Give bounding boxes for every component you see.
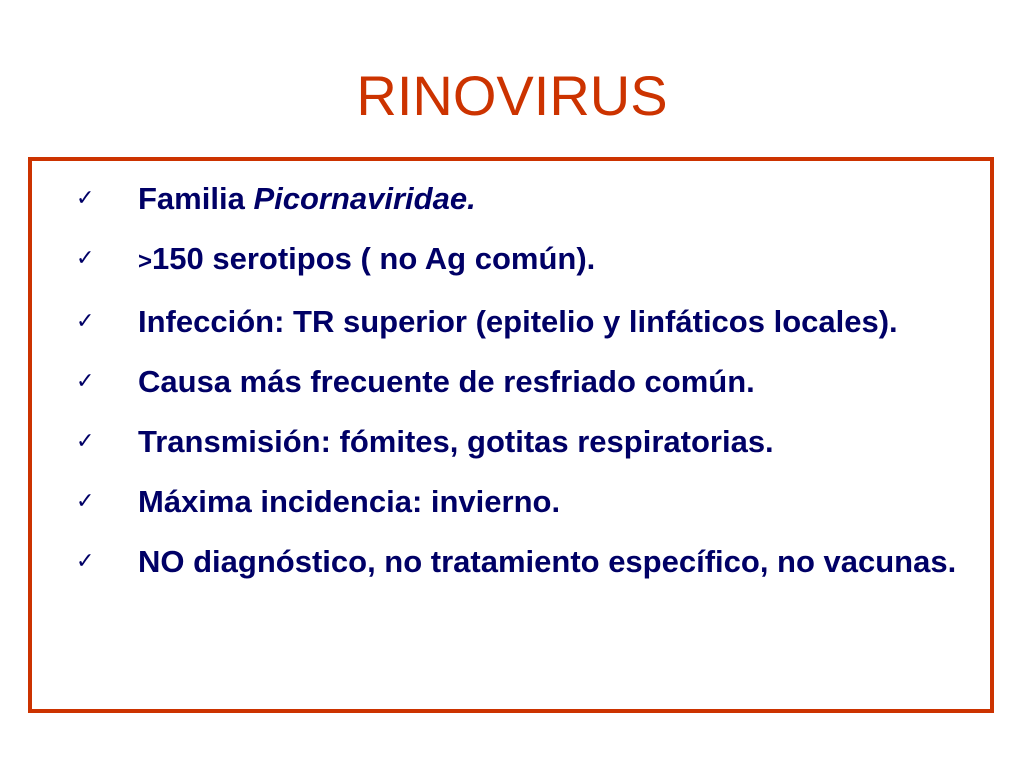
- bullet-diagnostico: [32, 538, 968, 586]
- slide-title: RINOVIRUS: [356, 64, 668, 127]
- bullet-incidencia: [32, 478, 968, 526]
- bullet-list: [32, 175, 968, 598]
- bullet-text: Familia: [138, 181, 254, 216]
- bullet-causa: [32, 358, 968, 406]
- bullet-text: NO diagnóstico, no tratamiento específico, no vacunas.: [138, 544, 957, 579]
- bullet-text: 150 serotipos ( no Ag común).: [152, 241, 596, 276]
- bullet-infeccion: [32, 298, 968, 346]
- content-box: [28, 157, 994, 713]
- check-mark-icon: ✓: [76, 489, 95, 514]
- check-mark-icon: ✓: [76, 429, 95, 454]
- bullet-emphasis: Picornaviridae.: [253, 181, 476, 216]
- bullet-familia: [32, 175, 968, 223]
- bullet-transmision: [32, 418, 968, 466]
- check-mark-icon: ✓: [76, 309, 95, 334]
- check-mark-icon: ✓: [76, 246, 95, 271]
- bullet-symbol: >: [138, 248, 153, 275]
- bullet-text: Causa más frecuente de resfriado común.: [138, 364, 755, 399]
- bullet-text: Máxima incidencia: invierno.: [138, 484, 561, 519]
- bullet-text: Transmisión: fómites, gotitas respiratorias.: [138, 424, 774, 459]
- check-mark-icon: ✓: [76, 186, 95, 211]
- check-mark-icon: ✓: [76, 369, 95, 394]
- bullet-serotipos: [32, 235, 968, 286]
- check-mark-icon: ✓: [76, 549, 95, 574]
- bullet-text: Infección: TR superior (epitelio y linfáticos locales).: [138, 304, 898, 339]
